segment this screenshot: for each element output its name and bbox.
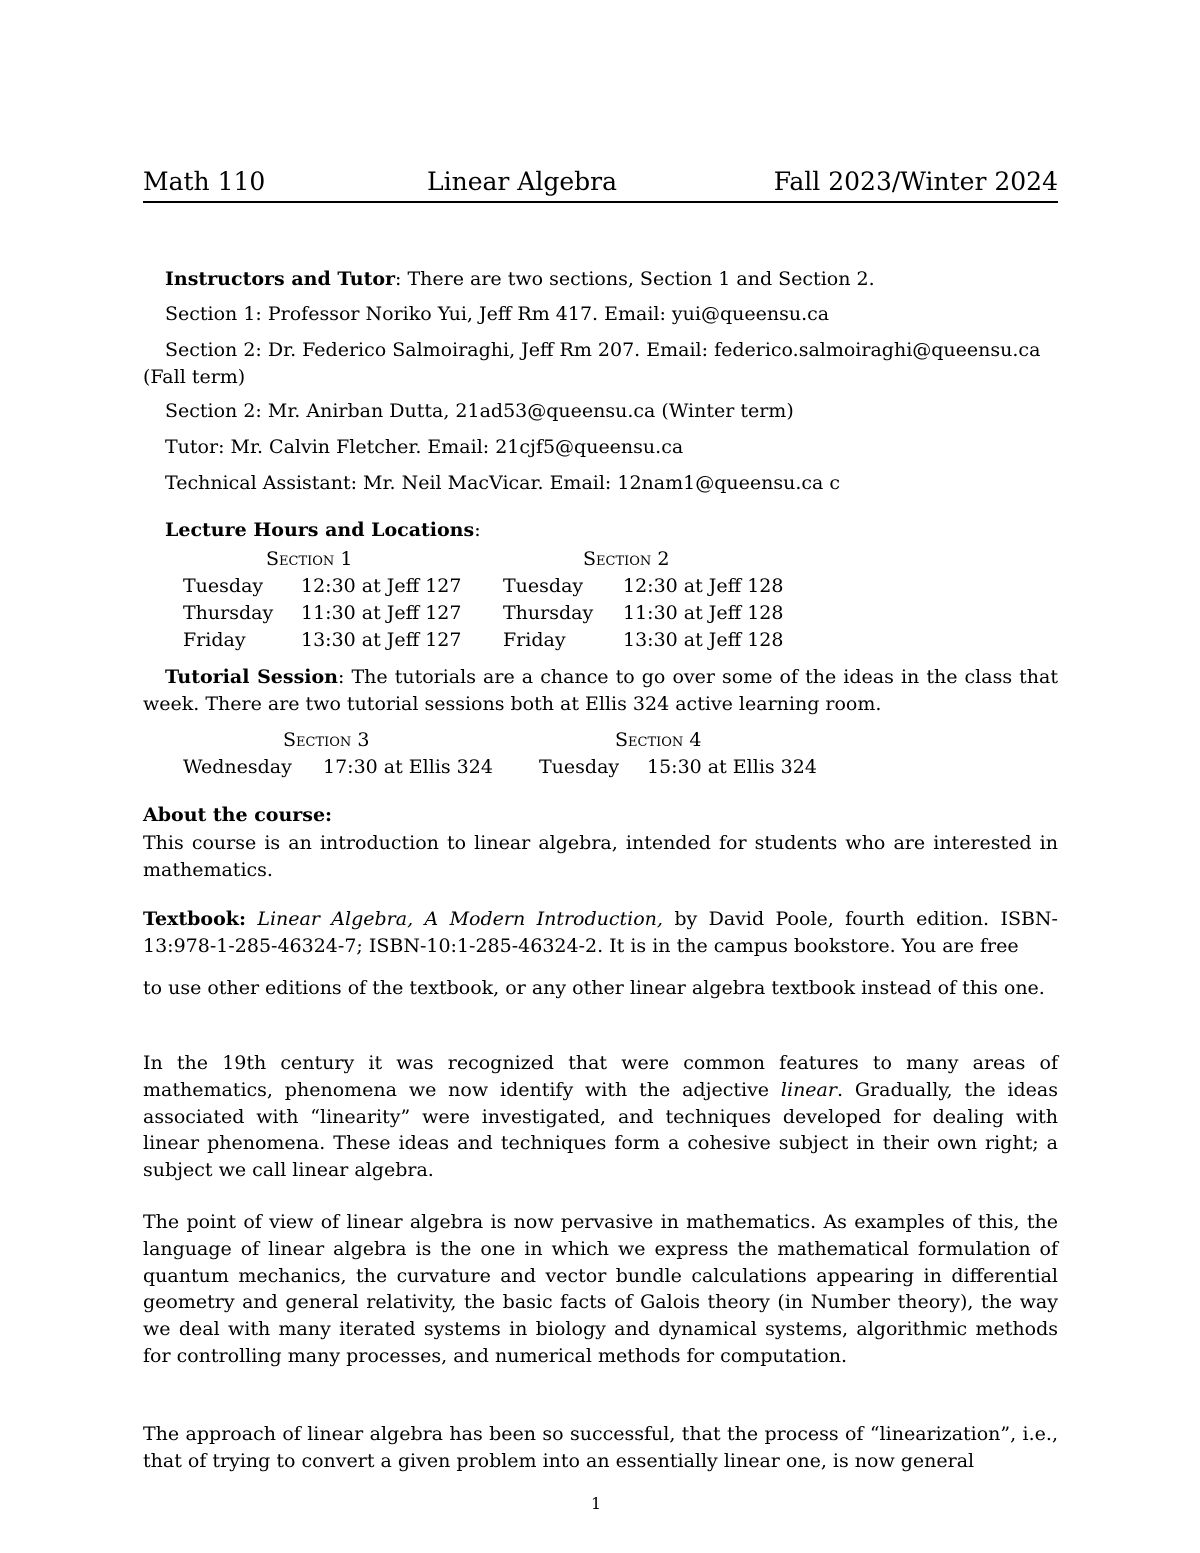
lecture-time: 13:30 at Jeff 127 [301, 629, 462, 651]
textbook-continued: to use other editions of the textbook, or any other linear algebra textbook instead of this one. [143, 977, 1045, 999]
table-row [183, 600, 793, 627]
page-number: 1 [591, 1494, 602, 1513]
lecture-section1-title: Section 1 [266, 548, 353, 570]
emphasis-linear: linear [780, 1078, 837, 1101]
tutor-line: Tutor: Mr. Calvin Fletcher. Email: 21cjf5@queensu.ca [165, 436, 684, 458]
course-term: Fall 2023/Winter 2024 [773, 167, 1058, 196]
course-code: Math 110 [143, 167, 266, 196]
lecture-day: Friday [183, 629, 246, 651]
table-row [183, 627, 793, 654]
pervasive-paragraph: The point of view of linear algebra is now pervasive in mathematics. As examples of this, the language of linear algebra is the one in which we express the mathematical formulation of quantum mechanics, the curvature and vector bundle calculations appearing in differential geometry and general relativity, the basic facts of Galois theory (in Number theory), the way we deal with many iterated systems in biology and dynamical systems, algorithmic methods for controlling many processes, and numerical methods for computation. [143, 1211, 1058, 1367]
lectures-heading-line: Lecture Hours and Locations: [165, 519, 481, 541]
section2-winter-instructor: Section 2: Mr. Anirban Dutta, 21ad53@queensu.ca (Winter term) [165, 400, 794, 422]
tutorial-paragraph [143, 664, 1058, 718]
technical-assistant-line: Technical Assistant: Mr. Neil MacVicar. Email: 12nam1@queensu.ca c [165, 472, 841, 494]
lectures-heading: Lecture Hours and Locations [165, 519, 475, 541]
table-row [183, 573, 793, 600]
lecture-schedule-table [183, 573, 793, 654]
page-header [143, 163, 1058, 203]
tutorial-time: 15:30 at Ellis 324 [647, 756, 817, 778]
instructors-intro [165, 266, 875, 292]
approach-paragraph: The approach of linear algebra has been so successful, that the process of “linearization”, i.e., that of trying to convert a given problem into an essentially linear one, is now general [143, 1423, 1058, 1472]
section1-instructor: Section 1: Professor Noriko Yui, Jeff Rm 417. Email: yui@queensu.ca [165, 303, 830, 325]
textbook-paragraph [143, 906, 1058, 960]
about-heading: About the course: [143, 804, 333, 826]
history-paragraph: In the 19th century it was recognized that were common features to many areas of mathematics, phenomena we now identify with the adjective linear. Gradually, the ideas associated with “linearity” were investigated, and techniques developed for dealing with linear phenomena. These ideas and techniques form a cohesive subject in their own right; a subject we call linear algebra. [143, 1052, 1058, 1182]
lecture-time: 13:30 at Jeff 128 [623, 629, 784, 651]
instructors-intro-text: : There are two sections, Section 1 and Section 2. [395, 268, 875, 290]
lecture-time: 12:30 at Jeff 128 [623, 575, 784, 597]
tutorial-schedule-table [183, 754, 827, 781]
section2-fall-instructor: Section 2: Dr. Federico Salmoiraghi, Jeff Rm 207. Email: federico.salmoiraghi@queensu.ca [165, 339, 1041, 361]
tutorial-day: Wednesday [183, 756, 292, 778]
lecture-day: Thursday [183, 602, 274, 624]
textbook-title: Linear Algebra, A Modern Introduction, [257, 908, 663, 930]
lecture-time: 11:30 at Jeff 128 [623, 602, 784, 624]
instructors-heading: Instructors and Tutor [165, 268, 396, 290]
tutorial-section3-title: Section 3 [283, 729, 370, 751]
tutorial-text: : The tutorials are a chance to go over some of the ideas in the class that week. There are two tutorial sessions both at Ellis 324 active learning room. [143, 666, 1059, 715]
about-text: This course is an introduction to linear algebra, intended for students who are interested in mathematics. [143, 832, 1058, 881]
course-title: Linear Algebra [427, 167, 618, 196]
textbook-label: Textbook: [143, 908, 246, 930]
section2-fall-term-note: (Fall term) [143, 366, 246, 388]
lecture-time: 11:30 at Jeff 127 [301, 602, 462, 624]
lecture-day: Friday [503, 629, 566, 651]
lecture-day: Thursday [503, 602, 594, 624]
lecture-day: Tuesday [503, 575, 584, 597]
lecture-time: 12:30 at Jeff 127 [301, 575, 462, 597]
table-row [183, 754, 827, 781]
textbook-details: by David Poole, fourth edition. ISBN-13:978-1-285-46324-7; ISBN-10:1-285-46324-2. It is in the campus bookstore. You are free [143, 908, 1058, 957]
tutorial-section4-title: Section 4 [615, 729, 702, 751]
lecture-section2-title: Section 2 [583, 548, 670, 570]
tutorial-heading: Tutorial Session [165, 666, 338, 688]
tutorial-time: 17:30 at Ellis 324 [323, 756, 493, 778]
tutorial-day: Tuesday [539, 756, 620, 778]
lecture-day: Tuesday [183, 575, 264, 597]
